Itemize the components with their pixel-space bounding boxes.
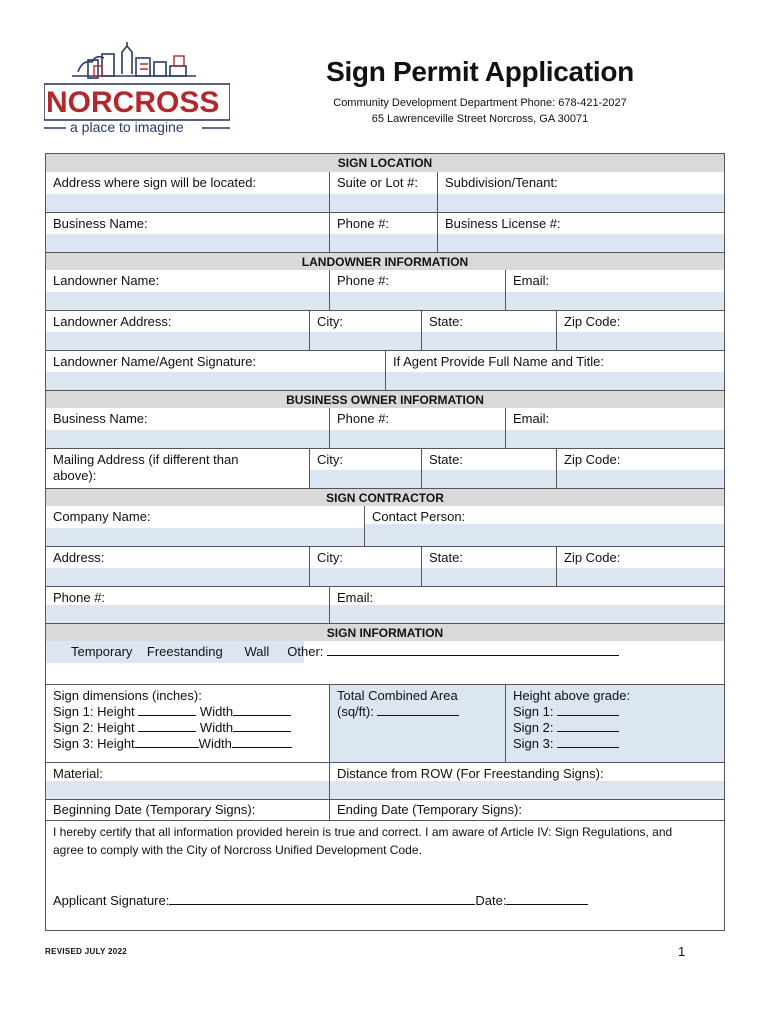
temporary-checkbox[interactable] <box>56 646 67 657</box>
revised-date: REVISED JULY 2022 <box>45 947 128 956</box>
grade-sign2-input[interactable] <box>557 720 619 732</box>
owner-zip-field[interactable]: Zip Code: <box>556 449 724 488</box>
freestanding-label: Freestanding <box>146 644 223 659</box>
end-date-field[interactable]: Ending Date (Temporary Signs): <box>329 800 724 820</box>
contractor-zip-field[interactable]: Zip Code: <box>556 547 724 586</box>
section-landowner: LANDOWNER INFORMATION <box>46 252 724 270</box>
section-business-owner: BUSINESS OWNER INFORMATION <box>46 390 724 408</box>
sign-type-options <box>46 641 724 684</box>
temporary-label: Temporary <box>71 644 133 659</box>
row-dates <box>46 799 724 820</box>
department-address: 65 Lawrenceville Street Norcross, GA 30071 <box>371 113 589 125</box>
row-landowner-signature <box>46 350 724 390</box>
permit-form <box>45 153 725 931</box>
row-material <box>46 762 724 799</box>
business-name-field[interactable]: Business Name: <box>46 213 329 252</box>
contractor-city-field[interactable]: City: <box>309 547 421 586</box>
contractor-email-field[interactable]: Email: <box>329 587 724 623</box>
dimensions-field: Sign dimensions (inches): Sign 1: Height Width Sign 2: Height Width Sign 3: Height Width <box>46 685 329 762</box>
row-landowner-name <box>46 270 724 310</box>
subdivision-field[interactable]: Subdivision/Tenant: <box>437 172 724 212</box>
date-input[interactable] <box>506 893 588 905</box>
row-landowner-address <box>46 310 724 350</box>
landowner-phone-field[interactable]: Phone #: <box>329 270 505 310</box>
address-field[interactable]: Address where sign will be located: <box>46 172 329 212</box>
page-title: Sign Permit Application <box>326 56 634 87</box>
contractor-state-field[interactable]: State: <box>421 547 556 586</box>
logo-wordmark: NORCROSS <box>46 86 220 119</box>
certify-line-1: I hereby certify that all information provided herein is true and correct. I am aware of Article IV: Sign Regulations, and <box>53 825 673 839</box>
page-number: 1 <box>678 944 686 959</box>
applicant-signature-input[interactable] <box>169 893 475 905</box>
norcross-logo <box>44 42 230 136</box>
date-label: Date: <box>475 893 507 908</box>
row-business <box>46 212 724 252</box>
mailing-address-field[interactable]: Mailing Address (if different than above): <box>53 452 239 483</box>
contractor-address-field[interactable]: Address: <box>46 547 309 586</box>
landowner-address-field[interactable]: Landowner Address: <box>46 311 309 350</box>
department-phone: Community Development Department Phone: 678-421-2027 <box>333 97 627 109</box>
owner-business-name-field[interactable]: Business Name: <box>46 408 329 448</box>
grade-sign3-input[interactable] <box>557 736 619 748</box>
contractor-phone-field[interactable]: Phone #: <box>46 587 329 623</box>
business-license-field[interactable]: Business License #: <box>437 213 724 252</box>
landowner-email-field[interactable]: Email: <box>505 270 724 310</box>
landowner-zip-field[interactable]: Zip Code: <box>556 311 724 350</box>
suite-field[interactable]: Suite or Lot #: <box>329 172 437 212</box>
landowner-signature-field[interactable]: Landowner Name/Agent Signature: <box>46 351 385 390</box>
certify-line-2: agree to comply with the City of Norcross Unified Development Code. <box>53 843 422 857</box>
logo-tagline: a place to imagine <box>70 119 184 135</box>
landowner-city-field[interactable]: City: <box>309 311 421 350</box>
distance-row-field[interactable]: Distance from ROW (For Freestanding Signs): <box>329 763 724 799</box>
owner-phone-field[interactable]: Phone #: <box>329 408 505 448</box>
sign3-height-input[interactable] <box>135 736 199 748</box>
certification-block <box>46 821 724 930</box>
other-label: Other: <box>287 644 324 659</box>
sign2-height-input[interactable] <box>138 720 196 732</box>
row-certification <box>46 820 724 930</box>
owner-email-field[interactable]: Email: <box>505 408 724 448</box>
company-name-field[interactable]: Company Name: <box>46 506 364 546</box>
phone-field[interactable]: Phone #: <box>329 213 437 252</box>
landowner-state-field[interactable]: State: <box>421 311 556 350</box>
landowner-name-field[interactable]: Landowner Name: <box>46 270 329 310</box>
sign1-width-input[interactable] <box>233 704 291 716</box>
agent-title-field[interactable]: If Agent Provide Full Name and Title: <box>385 351 724 390</box>
begin-date-field[interactable]: Beginning Date (Temporary Signs): <box>53 802 256 817</box>
section-contractor: SIGN CONTRACTOR <box>46 488 724 506</box>
owner-city-field[interactable]: City: <box>309 449 421 488</box>
height-grade-field: Height above grade: Sign 1: Sign 2: Sign 3: <box>505 685 724 762</box>
row-contractor-phone <box>46 586 724 623</box>
sign1-height-input[interactable] <box>138 704 196 716</box>
row-contractor-address <box>46 546 724 586</box>
applicant-signature-label: Applicant Signature: <box>53 893 170 908</box>
sign3-width-input[interactable] <box>232 736 292 748</box>
other-input[interactable] <box>327 644 619 656</box>
row-address <box>46 172 724 212</box>
owner-state-field[interactable]: State: <box>421 449 556 488</box>
total-area-input[interactable] <box>377 704 459 716</box>
grade-sign1-input[interactable] <box>557 704 619 716</box>
section-sign-location: SIGN LOCATION <box>46 154 724 172</box>
section-sign-info: SIGN INFORMATION <box>46 623 724 641</box>
row-sign-type <box>46 641 724 684</box>
row-owner-business <box>46 408 724 448</box>
sign2-width-input[interactable] <box>233 720 291 732</box>
total-area-field[interactable]: Total Combined Area (sq/ft): <box>329 685 505 762</box>
row-dimensions <box>46 684 724 762</box>
material-field[interactable]: Material: <box>46 763 329 799</box>
contact-person-field[interactable]: Contact Person: <box>364 506 724 546</box>
row-contractor-company <box>46 506 724 546</box>
row-owner-mailing <box>46 448 724 488</box>
wall-label: Wall <box>244 644 270 659</box>
